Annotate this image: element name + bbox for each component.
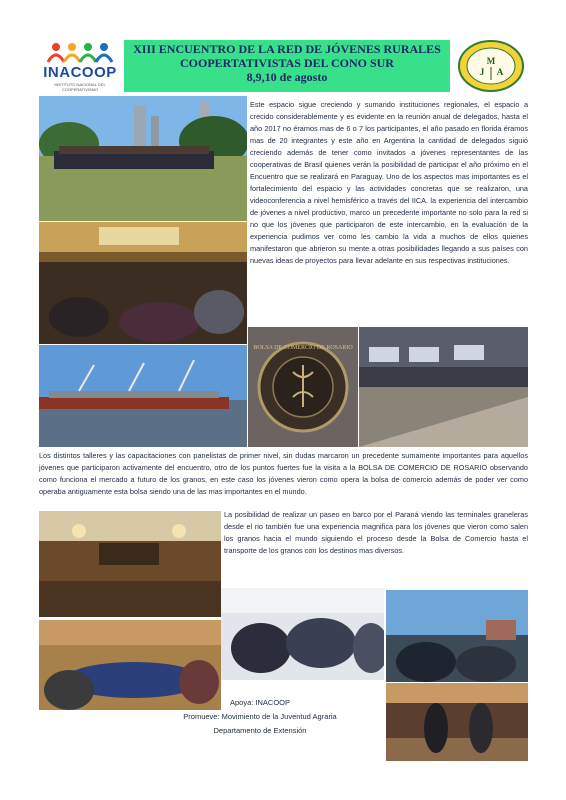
bolsa-seal-text: BOLSA DE COMERCIO DE ROSARIO — [253, 345, 353, 351]
photo-dancing — [386, 683, 528, 761]
credits-promueve: Promueve: Movimiento de la Juventud Agraria — [183, 712, 337, 721]
photo-auditorium — [39, 222, 247, 344]
photo-trading-floor — [359, 327, 528, 447]
mja-letter-a: A — [496, 67, 504, 77]
paseo-paragraph: La posibilidad de realizar un paseo en barco por el Paraná viendo las terminales graneleras desde el rio también fue una experiencia magnifica para los jóvenes que vieron como salen los granos hacia el mundo siguiendo el proceso desde la Bolsa de Comercio hasta el transporte de los granos con los destinos mas diversos. — [224, 510, 528, 555]
people-icon — [46, 42, 116, 64]
title-line-2: COOPERTATIVISTAS DEL CONO SUR — [180, 56, 394, 70]
mja-logo — [455, 40, 527, 92]
inacoop-subtitle: INSTITUTO NACIONAL DEL COOPERATIVISMO — [54, 82, 106, 92]
talleres-paragraph: Los distintos talleres y las capacitaciones con panelistas de primer nivel, sin dudas marcaron un precedente sumamente importantes para aquellos jóvenes que participaron activamente del encuentro, otro de los puntos fuertes fue la visita a la BOLSA DE COMERCIO DE ROSARIO observando como funciona el mercado a futuro de los granos, en este caso los jóvenes vieron como opera la bolsa de comercio además de poder ver como operaba antiguamente esta bolsa siendo una de las mas importantes en el mundo. — [39, 451, 528, 496]
photo-bolsa-seal — [248, 327, 358, 447]
photo-boat-deck — [221, 588, 384, 680]
credits-block — [160, 696, 360, 738]
inacoop-brand: INACOOP — [43, 64, 117, 81]
credits-apoya: Apoya: INACOOP — [229, 698, 291, 707]
title-banner — [124, 40, 450, 92]
photo-historic-hall — [39, 511, 221, 617]
mja-letter-j: J — [479, 67, 485, 77]
photo-ship — [39, 345, 247, 447]
photo-riverside-group — [386, 590, 528, 682]
mja-letter-m: M — [486, 56, 496, 66]
intro-paragraph: Este espacio sigue creciendo y sumando instituciones regionales, el espacio a crecido considerablemente y es evidente en la reunión anual de delegados, hasta el año 2017 no éramos mas de 6 o 7 los participantes, el año pasado en florida éramos mas de 20 integrantes y este año en Argentina la cantidad de delegados siguió creciendo además de tener como invitados a jóvenes representantes de las cooperativas de Brasil quienes verán la posibilidad de participar el año próximo en el Encuentro que se realizará en Paraguay. Uno de los aspectos mas importantes es el fortalecimiento del espacio y las actividades concretas que se realizaron, una videoconferencia a nivel hemisférico a través del IICA. la experiencia del intercambio de jóvenes a nivel productivo, marco un precedente importante no solo para la red si no que los jóvenes que participaron de este intercambio, en la evaluación de la experiencia pudimos ver como les cambio la vida a muchos de ellos quienes manifestaron que abrieron su mente a otras posibilidades llegando a sus países con nuevas ideas de proyectos para llevar adelante en sus respectivas instituciones. — [250, 100, 528, 265]
credits-departamento: Departamento de Extensión — [213, 726, 307, 735]
inacoop-logo — [38, 40, 122, 92]
photo-group-outdoors — [39, 96, 247, 221]
title-line-3: 8,9,10 de agosto — [246, 70, 328, 84]
title-line-1: XIII ENCUENTRO DE LA RED DE JÓVENES RURALES — [133, 42, 441, 56]
